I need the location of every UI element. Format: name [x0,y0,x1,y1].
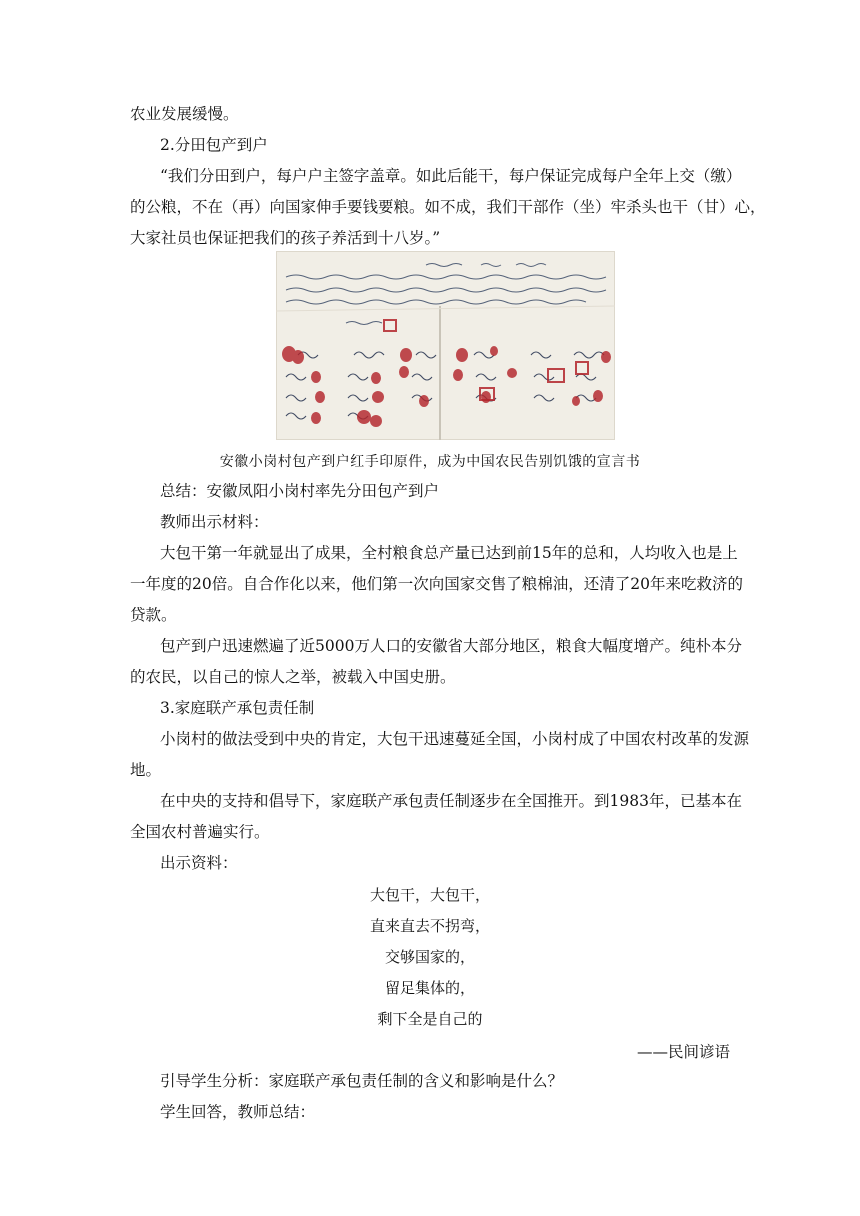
student-answer-label: 学生回答，教师总结： [160,1103,316,1121]
show-material-label: 出示资料： [160,854,238,872]
poem-line: 直来直去不拐弯， [369,917,490,935]
contract-image [276,251,615,440]
section-heading-3: 3.家庭联产承包责任制 [160,699,315,717]
quote-line: 大家社员也保证把我们的孩子养活到十八岁。” [130,229,441,247]
summary-text: 总结：安徽凤阳小岗村率先分田包产到户 [160,482,440,500]
poem-line: 剩下全是自己的 [377,1010,483,1028]
paragraph-line: 小岗村的做法受到中央的肯定，大包干迅速蔓延全国，小岗村成了中国农村改革的发源 [160,730,750,748]
poem-line: 留足集体的， [384,979,475,997]
poem-line: 交够国家的， [384,948,475,966]
guide-question: 引导学生分析：家庭联产承包责任制的含义和影响是什么？ [160,1072,564,1090]
material-line: 包产到户迅速燃遍了近5000万人口的安徽省大部分地区，粮食大幅度增产。纯朴本分 [160,637,742,655]
poem-line: 大包干，大包干， [369,886,490,904]
quote-line: 的公粮，不在（再）向国家伸手要钱要粮。如不成，我们干部作（坐）牢杀头也干（甘）心， [130,198,766,216]
paragraph-line: 全国农村普遍实行。 [130,823,270,841]
section-heading-2: 2.分田包产到户 [160,136,268,154]
material-line: 大包干第一年就显出了成果，全村粮食总产量已达到前15年的总和，人均收入也是上 [160,544,738,562]
quote-line: “我们分田到户，每户户主签字盖章。如此后能干，每户保证完成每户全年上交（缴） [160,167,742,185]
material-line: 一年度的20倍。自合作化以来，他们第一次向国家交售了粮棉油，还清了20年来吃救济的 [130,575,743,593]
material-line: 贷款。 [130,606,177,624]
poem-source: ——民间谚语 [636,1043,730,1061]
teacher-material-label: 教师出示材料： [160,513,269,531]
handprint-contract-photo [276,251,615,440]
text-line: 农业发展缓慢。 [130,105,239,123]
photo-caption: 安徽小岗村包产到户红手印原件，成为中国农民告别饥饿的宣言书 [219,454,641,470]
paragraph-line: 在中央的支持和倡导下，家庭联产承包责任制逐步在全国推开。到1983年，已基本在 [160,792,742,810]
paragraph-line: 地。 [130,761,162,779]
material-line: 的农民，以自己的惊人之举，被载入中国史册。 [130,668,456,686]
